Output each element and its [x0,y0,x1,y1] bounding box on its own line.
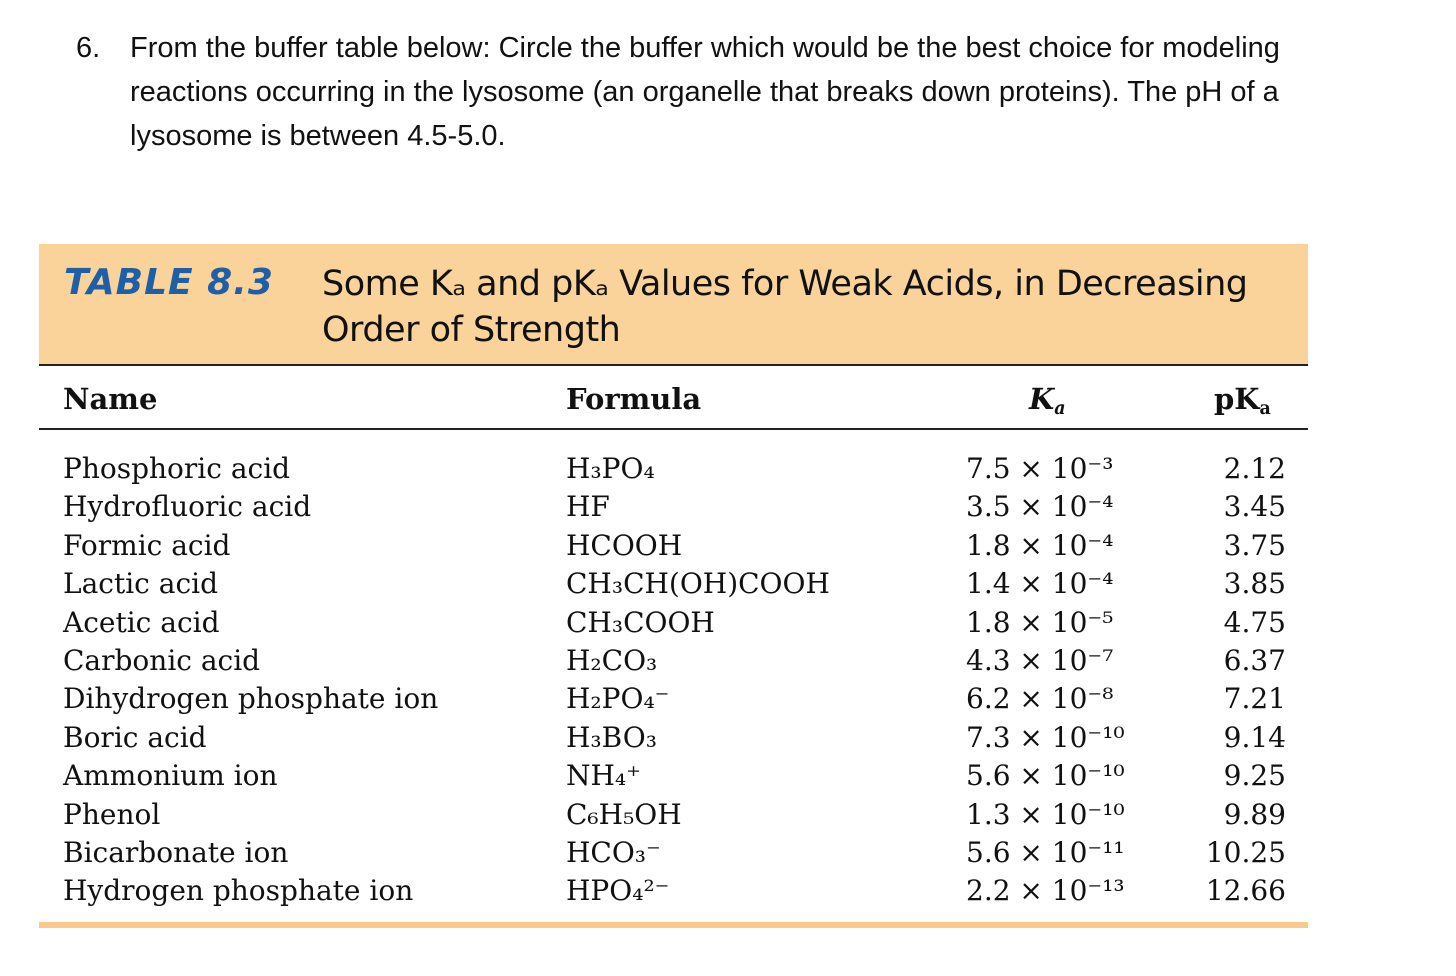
table-row [39,606,1308,644]
table-row [39,759,1308,797]
acid-formula: H₂PO₄⁻ [566,682,670,716]
acid-formula: C₆H₅OH [566,797,682,831]
acid-ka: 7.3 × 10⁻¹⁰ [966,720,1125,754]
acid-pka: 4.75 [1223,605,1286,639]
table-row [39,567,1308,605]
acid-pka: 3.45 [1223,490,1286,524]
table-row [39,721,1308,759]
column-header-name: Name [63,382,158,416]
acid-name: Acetic acid [63,605,220,639]
acid-ka: 6.2 × 10⁻⁸ [966,682,1114,716]
table-row [39,836,1308,874]
column-header-formula: Formula [566,382,702,416]
acid-name: Ammonium ion [63,759,278,793]
column-header-ka [1029,382,1066,419]
acid-ka: 1.4 × 10⁻⁴ [966,567,1114,601]
pka-symbol: pK [1214,382,1260,416]
acid-formula: H₃BO₃ [566,720,657,754]
acid-pka: 2.12 [1223,452,1286,485]
acid-pka: 6.37 [1223,643,1286,677]
acid-ka: 1.3 × 10⁻¹⁰ [966,797,1125,831]
acid-name: Phosphoric acid [63,452,291,485]
table-title: Some Kₐ and pKₐ Values for Weak Acids, in Decreasing Order of Strength [322,264,1248,350]
table-header [39,244,1308,366]
acid-ka: 1.8 × 10⁻⁴ [966,528,1114,562]
table-row [39,644,1308,682]
acid-pka: 10.25 [1205,835,1286,869]
acid-name: Carbonic acid [63,643,261,677]
table-row [39,490,1308,528]
question-number: 6. [76,32,101,64]
acid-name: Dihydrogen phosphate ion [63,682,439,716]
acid-ka: 5.6 × 10⁻¹¹ [966,835,1125,869]
acid-pka: 9.25 [1223,759,1286,793]
acid-ka: 3.5 × 10⁻⁴ [966,490,1114,524]
table-bottom-rule [39,922,1308,928]
acid-pka: 9.14 [1223,720,1286,754]
column-headers [39,366,1308,430]
acid-pka: 12.66 [1205,874,1286,908]
acid-formula: H₃PO₄ [566,452,655,485]
acid-name: Boric acid [63,720,207,754]
table-row [39,798,1308,836]
acid-ka: 2.2 × 10⁻¹³ [966,874,1125,908]
acid-name: Bicarbonate ion [63,835,289,869]
acid-ka: 1.8 × 10⁻⁵ [966,605,1114,639]
table-row [39,452,1308,490]
pka-subscript: a [1259,399,1271,420]
acid-name: Phenol [63,797,161,831]
acid-name: Lactic acid [63,567,219,601]
acid-name: Formic acid [63,528,231,562]
acid-pka: 3.85 [1223,567,1286,601]
acid-formula: HPO₄²⁻ [566,874,670,908]
acid-pka: 3.75 [1223,528,1286,562]
ka-subscript: a [1054,399,1066,420]
acid-formula: H₂CO₃ [566,643,658,677]
acid-pka: 9.89 [1223,797,1286,831]
acid-name: Hydrogen phosphate ion [63,874,414,908]
table-label: TABLE 8.3 [64,262,274,303]
acid-formula: HCOOH [566,528,683,562]
acid-ka: 4.3 × 10⁻⁷ [966,643,1114,677]
acid-ka: 7.5 × 10⁻³ [966,452,1114,485]
acid-pka: 7.21 [1223,682,1286,716]
table-row [39,682,1308,720]
acid-ka: 5.6 × 10⁻¹⁰ [966,759,1125,793]
acid-formula: NH₄⁺ [566,759,641,793]
ka-symbol: K [1029,382,1055,416]
table-row [39,874,1308,912]
acid-formula: CH₃CH(OH)COOH [566,567,830,601]
acid-name: Hydrofluoric acid [63,490,312,524]
acid-formula: CH₃COOH [566,605,715,639]
acid-formula: HCO₃⁻ [566,835,661,869]
table-row [39,529,1308,567]
column-header-pka [1214,382,1271,419]
question-text: From the buffer table below: Circle the buffer which would be the best choice for modeling reactions occurring in the lysosome (an organelle that breaks down proteins). The pH of a lysosome is between 4.5-5.0. [130,32,1280,152]
acid-formula: HF [566,490,610,524]
table-body [39,452,1308,913]
